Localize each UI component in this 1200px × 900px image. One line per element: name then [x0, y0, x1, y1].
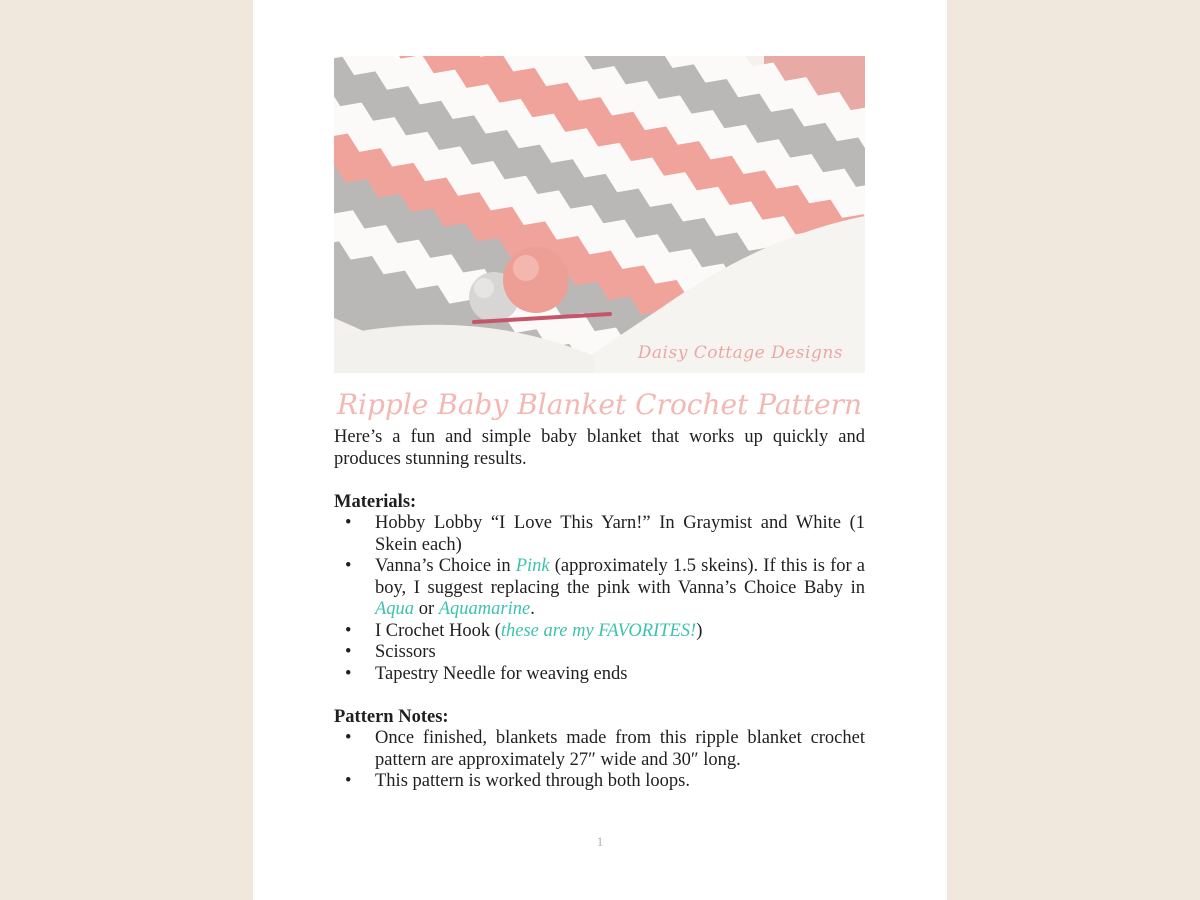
bullet: •: [345, 728, 352, 748]
list-item: [345, 663, 865, 686]
materials-item-text: Vanna’s Choice in: [375, 556, 516, 576]
page-number: 1: [596, 834, 604, 849]
list-item: [345, 642, 865, 664]
aquamarine-yarn-link[interactable]: Aquamarine: [438, 599, 531, 619]
list-item: [345, 513, 865, 556]
materials-item-needle: Tapestry Needle for weaving ends: [375, 663, 628, 684]
materials-item-text: ): [696, 620, 703, 641]
list-item: [345, 556, 865, 621]
bullet: •: [345, 513, 352, 533]
pink-yarn-ball: [503, 247, 569, 313]
intro-paragraph: Here’s a fun and simple baby blanket that works up quickly and produces stunning results.: [334, 427, 865, 469]
document-page: [253, 0, 947, 900]
pattern-notes-list: [334, 728, 865, 793]
materials-item-text: .: [530, 599, 535, 619]
list-item: [345, 771, 865, 793]
favorite-hooks-link[interactable]: these are my FAVORITES!: [500, 620, 697, 641]
list-item: [345, 728, 865, 771]
materials-list: [334, 513, 865, 685]
materials-item-text: I Crochet Hook (: [375, 620, 501, 641]
materials-heading: Materials:: [334, 491, 417, 512]
photo-watermark: Daisy Cottage Designs: [637, 343, 843, 363]
bullet: •: [345, 642, 352, 662]
materials-item-text: (approximately 1.5 skeins). If this is for a boy, I suggest replacing the pink with Vanna’s Choice Baby in: [375, 556, 865, 598]
ripple-blanket-photo: [334, 56, 865, 373]
bullet: •: [345, 771, 352, 791]
bullet: •: [345, 663, 352, 684]
aqua-yarn-link[interactable]: Aqua: [375, 599, 415, 619]
page-title: Ripple Baby Blanket Crochet Pattern: [336, 388, 863, 421]
list-item: [345, 620, 865, 643]
bullet: •: [345, 620, 352, 641]
page-content: [334, 56, 865, 814]
materials-item-scissors: Scissors: [375, 642, 436, 662]
bullet: •: [345, 556, 352, 576]
hero-photo: [334, 56, 865, 373]
materials-item-text: or: [414, 599, 439, 619]
pattern-notes-heading: Pattern Notes:: [334, 706, 449, 727]
notes-item-loops: This pattern is worked through both loops.: [375, 771, 690, 791]
pink-yarn-link[interactable]: Pink: [515, 556, 550, 576]
notes-item-size: Once finished, blankets made from this ripple blanket crochet pattern are approximately 27″ wide and 30″ long.: [375, 728, 865, 770]
materials-item-yarn: Hobby Lobby “I Love This Yarn!” In Graymist and White (1 Skein each): [375, 513, 865, 555]
